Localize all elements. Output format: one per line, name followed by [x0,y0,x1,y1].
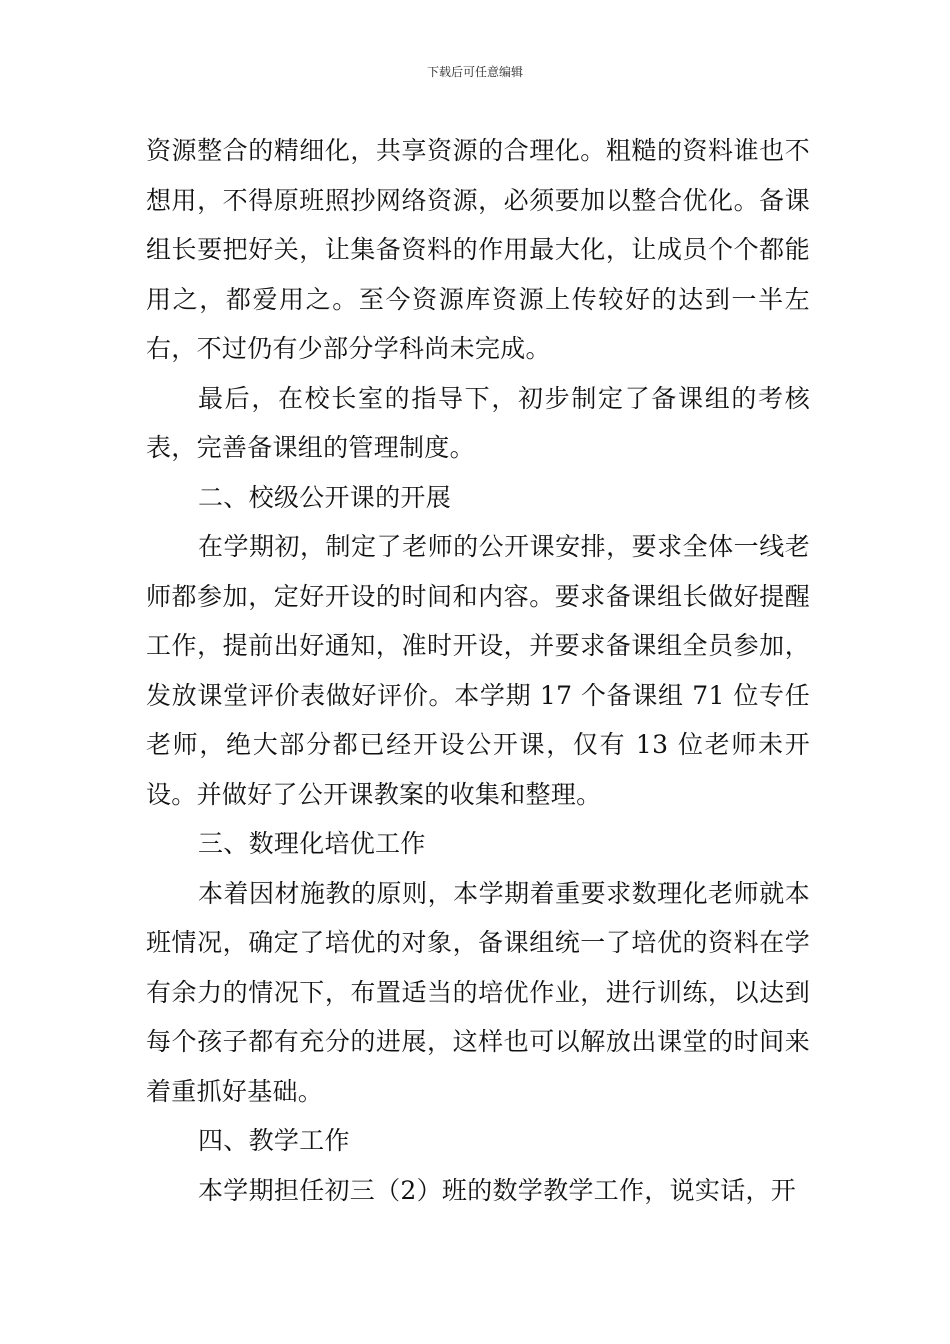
paragraph-assessment-table: 最后，在校长室的指导下，初步制定了备课组的考核表，完善备课组的管理制度。 [146,383,810,462]
paragraph-gifted-training: 本着因材施教的原则，本学期着重要求数理化老师就本班情况，确定了培优的对象，备课组统一了培优的资料在学有余力的情况下，布置适当的培优作业，进行训练，以达到每个孩子都有充分的进展，这样也可以解放出课堂的时间来着重抓好基础。 [146,878,810,1106]
section-heading-open-class: 二、校级公开课的开展 [198,482,452,512]
page-header: 下载后可任意编辑 [426,65,523,79]
paragraph-resource-integration: 资源整合的精细化，共享资源的合理化。粗糙的资料谁也不想用，不得原班照抄网络资源，必须要加以整合优化。备课组长要把好关，让集备资料的作用最大化，让成员个个都能用之，都爱用之。至今资源库资源上传较好的达到一半左右，不过仍有少部分学科尚未完成。 [146,136,810,363]
paragraph-teaching-work: 本学期担任初三（2）班的数学教学工作，说实话，开 [198,1175,797,1205]
paragraph-open-class: 在学期初，制定了老师的公开课安排，要求全体一线老师都参加，定好开设的时间和内容。要求备课组长做好提醒工作，提前出好通知，准时开设，并要求备课组全员参加，发放课堂评价表做好评价。本学期 17 个备课组 71 位专任老师，绝大部分都已经开设公开课，仅有 13 位老师未开设。并做好了公开课教案的收集和整理。 [146,532,810,809]
section-heading-gifted-training: 三、数理化培优工作 [198,829,426,858]
document-body [146,126,810,1215]
section-heading-teaching-work: 四、教学工作 [198,1126,350,1155]
